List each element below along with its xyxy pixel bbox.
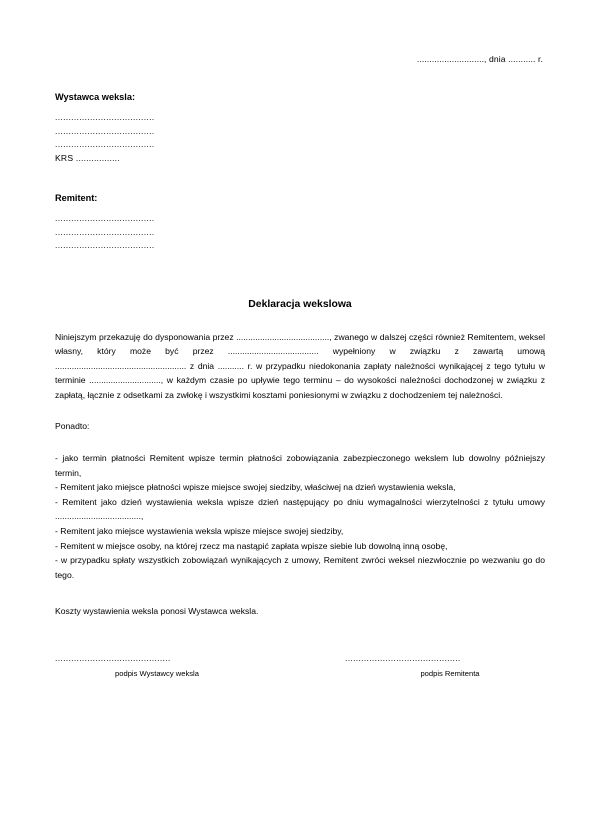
drawer-section [55, 92, 545, 165]
remitter-section [55, 193, 545, 253]
list-item: - w przypadku spłaty wszystkich zobowiązań wynikających z umowy, Remitent zwróci weksel niezwłocznie po wezwaniu go do tego. [55, 555, 545, 580]
signature-drawer [55, 653, 255, 678]
list-item: - Remitent w miejsce osoby, na której rzecz ma nastąpić zapłata wpisze siebie lub dowolną inną osobę, [55, 540, 448, 551]
signature-drawer-label: podpis Wystawcy weksla [115, 669, 199, 678]
drawer-krs-line: KRS ................. [55, 152, 120, 163]
drawer-line-2: ..................................... [55, 125, 155, 136]
remitter-line-3: ..................................... [55, 240, 155, 250]
signature-drawer-line: ........................................... [55, 653, 171, 663]
paragraph-costs: Koszty wystawienia weksla ponosi Wystawca weksla. [55, 606, 259, 617]
date-place-line: ..........................., dnia ........... r. [416, 54, 543, 64]
list-item: - Remitent jako miejsce płatności wpisze miejsce swojej siedziby, właściwej na dzień wystawienia weksla, [55, 482, 456, 493]
signature-area [55, 653, 545, 678]
spacer-1 [55, 402, 545, 419]
document-title-wrapper [55, 299, 545, 310]
list-item: - Remitent jako dzień wystawienia weksla wpisze dzień następujący po dniu wymagalności wierzytelności z tytułu umowy ...................................., [55, 496, 545, 522]
conditions-list [55, 451, 545, 582]
spacer-2 [55, 434, 545, 451]
list-item: - jako termin płatności Remitent wpisze termin płatności zobowiązania zabezpieczonego wekslem lub dowolny późniejszy termin, [55, 453, 545, 478]
document-title: Deklaracja wekslowa [248, 298, 352, 310]
signature-remitter-line: ........................................... [345, 653, 461, 663]
remitter-section-title: Remitent: [55, 193, 98, 203]
remitter-line-1: ..................................... [55, 213, 155, 223]
paragraph-declaration: Niniejszym przekazuję do dysponowania przez ......................................., zwanego w dalszej części również Remitentem, weksel własny, który może być przez ...................................... wypełniony w związku z zawartą umową ....................................................... z dnia ........... r. w przypadku niedokonania zapłaty należności wynikającej z tego tytułu w terminie .............................., w każdym czasie po upływie tego terminu – do wysokości należności dochodzonej w związku z zapłatą, łącznie z odsetkami za zwłokę i wszystkimi kosztami poniesionymi w związku z dochodzeniem tej należności. [55, 331, 545, 400]
document-body [55, 0, 545, 678]
spacer-3 [55, 582, 545, 604]
drawer-line-1: ..................................... [55, 112, 155, 122]
paragraph-moreover: Ponadto: [55, 421, 90, 432]
drawer-section-title: Wystawca weksla: [55, 92, 136, 102]
signature-remitter-label: podpis Remitenta [420, 669, 480, 678]
drawer-line-3: ..................................... [55, 139, 155, 149]
remitter-line-2: ..................................... [55, 226, 155, 237]
signature-remitter [345, 653, 545, 678]
list-item: - Remitent jako miejsce wystawienia weksla wpisze miejsce swojej siedziby, [55, 526, 344, 537]
